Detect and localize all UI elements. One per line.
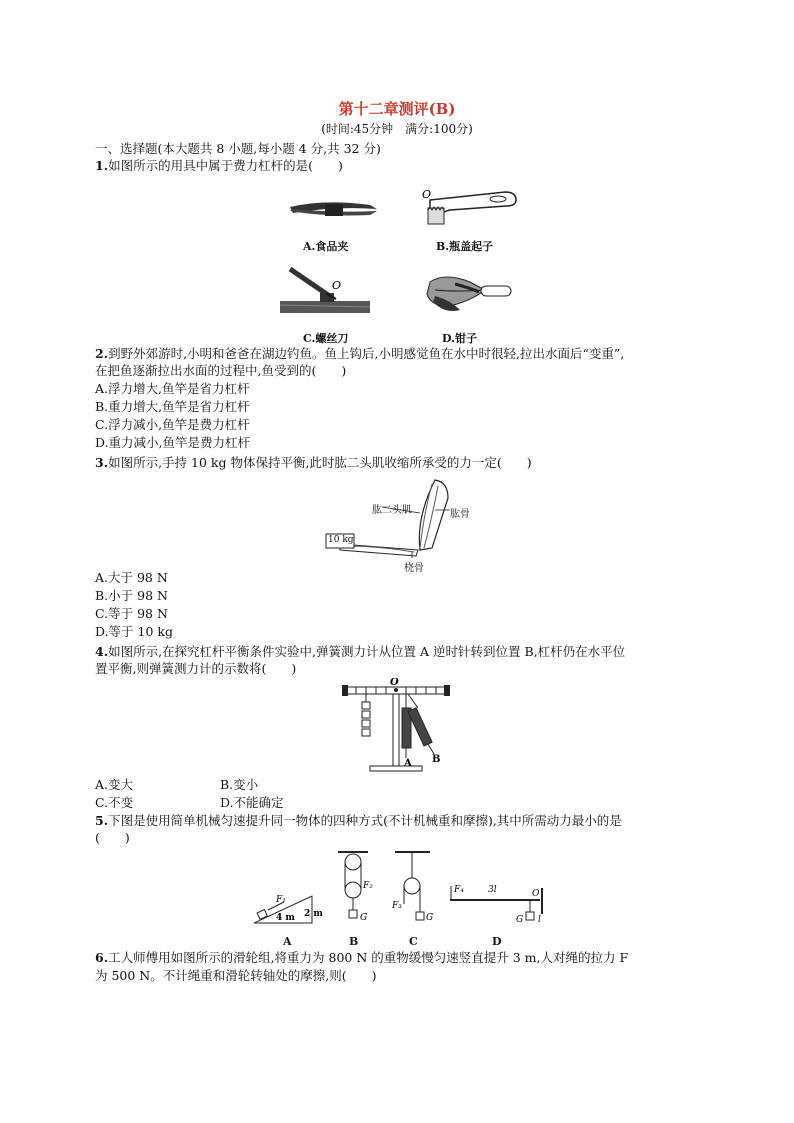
q5-caption-c: C <box>409 935 418 948</box>
label-o: O <box>390 678 399 688</box>
label-f2: F₂ <box>363 881 373 891</box>
label-humerus: 肱骨 <box>450 509 470 520</box>
label-b: B <box>432 754 441 765</box>
q1-caption-b: B.瓶盖起子 <box>436 240 494 253</box>
question-5-line-2: ( ) <box>95 830 130 845</box>
q5-caption-a: A <box>283 935 292 948</box>
arm-figure <box>320 478 470 563</box>
label-4m: 4 m <box>276 913 295 923</box>
question-text: 如图所示,在探究杠杆平衡条件实验中,弹簧测力计从位置 A 逆时针转到位置 B,杠杆仍在水平位 <box>108 644 626 659</box>
question-number: 3. <box>95 455 109 470</box>
question-2-line-1 <box>95 346 624 362</box>
q4-option-c: C.不变 <box>95 795 134 810</box>
q4-option-d: D.不能确定 <box>220 795 284 810</box>
q2-option-a: A.浮力增大,鱼竿是省力杠杆 <box>95 381 250 396</box>
question-4-line-1 <box>95 644 625 660</box>
label-biceps: 肱二头肌 <box>372 505 412 516</box>
q3-option-b: B.小于 98 N <box>95 588 168 603</box>
section-heading: 一、选择题(本大题共 8 小题,每小题 4 分,共 32 分) <box>95 141 381 156</box>
question-text: 工人师傅用如图所示的滑轮组,将重力为 800 N 的重物缓慢匀速竖直提升 3 m,人对绳的拉力 F <box>108 950 629 965</box>
lever-balance-figure <box>340 678 455 774</box>
label-f1: F₁ <box>276 895 286 905</box>
label-weight: 10 kg <box>328 535 354 545</box>
label-g: G <box>516 915 524 925</box>
q4-option-b: B.变小 <box>220 777 259 792</box>
q4-option-a: A.变大 <box>95 777 134 792</box>
question-6-line-1 <box>95 950 628 966</box>
pliers-figure <box>415 262 515 322</box>
page-title: 第十二章测评(B) <box>338 100 456 118</box>
label-g: G <box>426 913 434 923</box>
label-l: l <box>538 915 541 925</box>
q3-option-a: A.大于 98 N <box>95 570 168 585</box>
label-f3: F₃ <box>392 901 402 911</box>
question-number: 2. <box>95 346 109 361</box>
bottle-opener-figure <box>420 186 520 231</box>
label-radius: 桡骨 <box>404 563 424 574</box>
label-3l: 3l <box>488 885 497 895</box>
question-6-line-2: 为 500 N。不计绳重和滑轮转轴处的摩擦,则( ) <box>95 968 377 983</box>
question-1 <box>95 158 343 174</box>
question-text: 到野外郊游时,小明和爸爸在湖边钓鱼。鱼上钩后,小明感觉鱼在水中时很轻,拉出水面后“变重”, <box>108 346 625 361</box>
question-text: 如图所示的用具中属于费力杠杆的是( ) <box>108 158 343 173</box>
question-3 <box>95 455 532 471</box>
q2-option-b: B.重力增大,鱼竿是省力杠杆 <box>95 399 250 414</box>
question-number: 5. <box>95 813 109 828</box>
label-o: O <box>532 889 540 899</box>
question-number: 4. <box>95 644 109 659</box>
label-f4: F₄ <box>454 885 464 895</box>
q2-option-d: D.重力减小,鱼竿是费力杠杆 <box>95 435 251 450</box>
question-number: 1. <box>95 158 109 173</box>
q5-caption-d: D <box>492 935 502 948</box>
food-tongs-figure <box>285 195 385 225</box>
label-g: G <box>360 913 368 923</box>
question-text: 下图是使用简单机械匀速提升同一物体的四种方式(不计机械重和摩擦),其中所需动力最小的是 <box>108 813 622 828</box>
simple-machines-figure <box>250 848 550 933</box>
q3-option-d: D.等于 10 kg <box>95 624 173 639</box>
question-text: 如图所示,手持 10 kg 物体保持平衡,此时肱二头肌收缩所承受的力一定( ) <box>108 455 532 470</box>
page-subtitle: (时间:45分钟 满分:100分) <box>321 122 473 136</box>
q2-option-c: C.浮力减小,鱼竿是费力杠杆 <box>95 417 250 432</box>
q1-caption-a: A.食品夹 <box>303 240 349 253</box>
label-a: A <box>404 758 412 769</box>
label-2m: 2 m <box>304 909 323 919</box>
q3-option-c: C.等于 98 N <box>95 606 168 621</box>
screwdriver-figure <box>280 265 370 315</box>
label-o: O <box>332 279 342 292</box>
q5-caption-b: B <box>349 935 359 948</box>
question-number: 6. <box>95 950 109 965</box>
q1-caption-c: C.螺丝刀 <box>303 332 349 345</box>
question-4-line-2: 置平衡,则弹簧测力计的示数将( ) <box>95 661 297 676</box>
question-2-line-2: 在把鱼逐渐拉出水面的过程中,鱼受到的( ) <box>95 363 347 378</box>
q1-caption-d: D.钳子 <box>442 332 477 345</box>
question-5-line-1 <box>95 813 622 829</box>
label-o: O <box>422 188 432 201</box>
